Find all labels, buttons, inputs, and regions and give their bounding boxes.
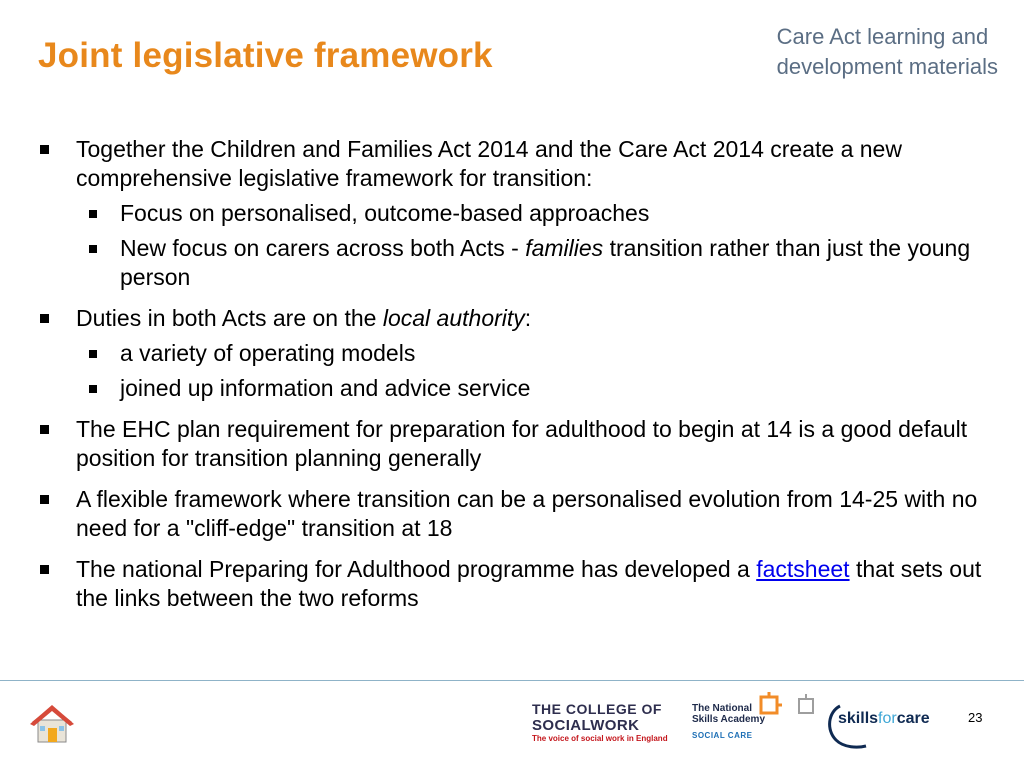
college-line-1: THE COLLEGE OF bbox=[532, 701, 662, 717]
sub-bullet-text-italic: families bbox=[525, 235, 604, 261]
bullet-1-text: Together the Children and Families Act 2014 and the Care Act 2014 create a new comprehensive legislative framework for transition: bbox=[76, 136, 902, 191]
bullet-2-text-post: : bbox=[524, 305, 532, 331]
sfc-part-1: skills bbox=[838, 710, 879, 727]
bullet-5 bbox=[38, 555, 988, 613]
square-bullet-icon bbox=[40, 145, 49, 154]
sub-bullet bbox=[38, 234, 988, 292]
footer-divider bbox=[0, 680, 1024, 681]
skills-for-care-logo bbox=[838, 710, 930, 728]
sub-bullet-text: joined up information and advice service bbox=[120, 375, 531, 401]
college-tagline: The voice of social work in England bbox=[532, 734, 668, 743]
square-bullet-icon bbox=[89, 385, 97, 393]
college-line-2: SOCIALWORK bbox=[532, 717, 640, 734]
college-of-social-work-logo bbox=[532, 702, 668, 744]
sub-bullet-text-post: transition rather than just the young person bbox=[120, 235, 971, 290]
sub-bullet bbox=[38, 339, 988, 368]
sub-bullet-text: Focus on personalised, outcome-based approaches bbox=[120, 200, 650, 226]
square-bullet-icon bbox=[40, 314, 49, 323]
brand-caption bbox=[777, 22, 998, 82]
nsa-line-1: The National bbox=[692, 703, 753, 714]
bullet-2-text-pre: Duties in both Acts are on the bbox=[76, 305, 383, 331]
factsheet-link[interactable]: factsheet bbox=[756, 556, 850, 582]
square-bullet-icon bbox=[40, 425, 49, 434]
sub-bullet-text: a variety of operating models bbox=[120, 340, 416, 366]
bullet-3 bbox=[38, 415, 988, 473]
bullet-4 bbox=[38, 485, 988, 543]
sfc-square-icon bbox=[796, 694, 818, 720]
bullet-1 bbox=[38, 135, 988, 292]
brand-line-1: Care Act learning and bbox=[776, 24, 989, 49]
home-icon[interactable] bbox=[28, 700, 76, 748]
nsa-square-icon bbox=[756, 692, 782, 718]
slide-title: Joint legislative framework bbox=[38, 36, 493, 75]
bullet-2-text-italic: local authority bbox=[382, 305, 525, 331]
sfc-part-3: care bbox=[896, 710, 930, 727]
sub-bullet bbox=[38, 374, 988, 403]
nsa-line-3: SOCIAL CARE bbox=[692, 731, 753, 740]
bullet-5-text-pre: The national Preparing for Adulthood programme has developed a bbox=[76, 556, 757, 582]
national-skills-academy-logo bbox=[692, 703, 765, 740]
nsa-line-2: Skills Academy bbox=[692, 714, 766, 725]
bullet-3-text: The EHC plan requirement for preparation for adulthood to begin at 14 is a good default position for transition planning generally bbox=[76, 416, 968, 471]
sfc-part-2: for bbox=[878, 710, 897, 727]
bullet-5-text-post: that sets out the links between the two reforms bbox=[76, 556, 982, 611]
bullet-2 bbox=[38, 304, 988, 403]
brand-line-2: development materials bbox=[776, 54, 998, 79]
square-bullet-icon bbox=[89, 245, 97, 253]
square-bullet-icon bbox=[40, 495, 49, 504]
bullet-list bbox=[38, 135, 988, 625]
bullet-4-text: A flexible framework where transition can be a personalised evolution from 14-25 with no need for a "cliff-edge" transition at 18 bbox=[76, 486, 978, 541]
sub-bullet bbox=[38, 199, 988, 228]
square-bullet-icon bbox=[89, 210, 97, 218]
square-bullet-icon bbox=[89, 350, 97, 358]
page-number: 23 bbox=[968, 710, 983, 725]
sub-bullet-text-pre: New focus on carers across both Acts - bbox=[120, 235, 526, 261]
square-bullet-icon bbox=[40, 565, 49, 574]
